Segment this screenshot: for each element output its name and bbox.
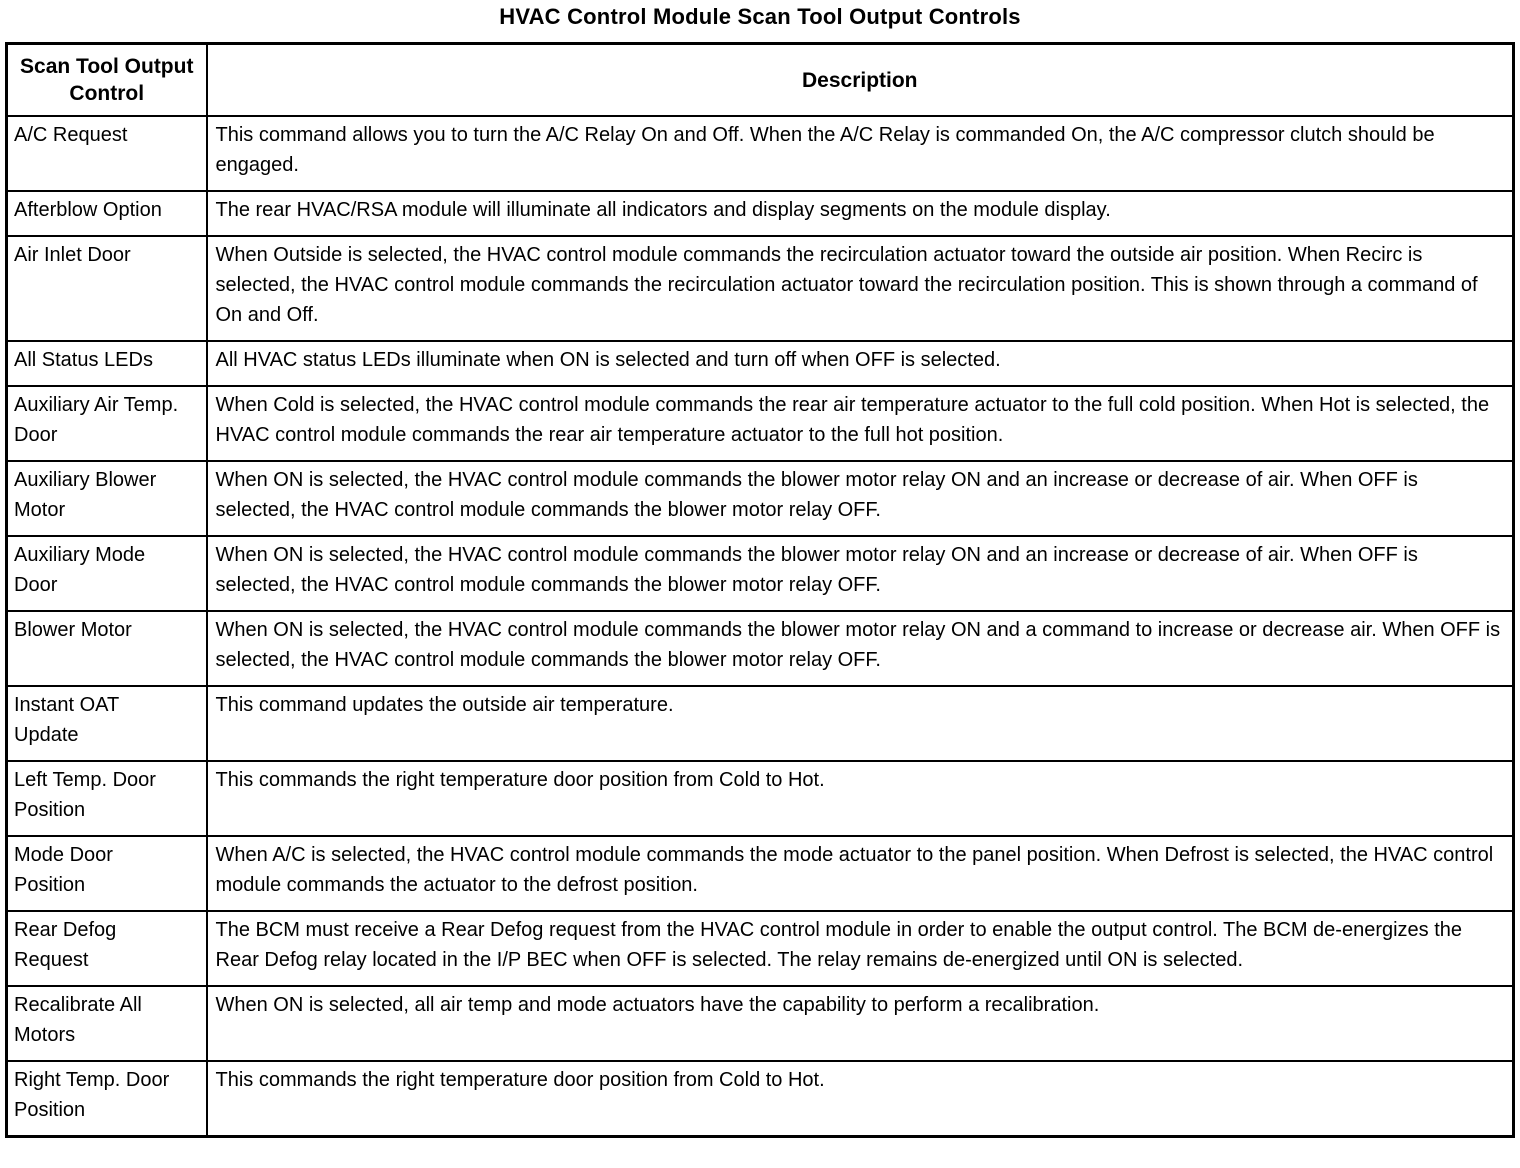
control-cell: Instant OAT Update — [7, 686, 207, 761]
control-cell: Right Temp. Door Position — [7, 1061, 207, 1137]
table-row — [7, 341, 1514, 386]
page-title: HVAC Control Module Scan Tool Output Controls — [499, 4, 1021, 29]
table-row — [7, 236, 1514, 341]
description-cell: This command allows you to turn the A/C Relay On and Off. When the A/C Relay is commanded On, the A/C compressor clutch should be engaged. — [207, 116, 1514, 191]
control-cell: Auxiliary Blower Motor — [7, 461, 207, 536]
table-row — [7, 836, 1514, 911]
control-cell: Mode Door Position — [7, 836, 207, 911]
description-cell: All HVAC status LEDs illuminate when ON is selected and turn off when OFF is selected. — [207, 341, 1514, 386]
header-row — [7, 44, 1514, 117]
table-row — [7, 911, 1514, 986]
description-cell: This command updates the outside air temperature. — [207, 686, 1514, 761]
control-cell: Recalibrate All Motors — [7, 986, 207, 1061]
description-cell: When ON is selected, the HVAC control module commands the blower motor relay ON and an increase or decrease of air. When OFF is selected, the HVAC control module commands the blower motor relay OFF. — [207, 461, 1514, 536]
description-cell: This commands the right temperature door position from Cold to Hot. — [207, 761, 1514, 836]
control-cell: Afterblow Option — [7, 191, 207, 236]
control-cell: Auxiliary Mode Door — [7, 536, 207, 611]
description-cell: When Cold is selected, the HVAC control module commands the rear air temperature actuator to the full cold position. When Hot is selected, the HVAC control module commands the rear air temperature actuator to the full hot position. — [207, 386, 1514, 461]
description-cell: The BCM must receive a Rear Defog request from the HVAC control module in order to enable the output control. The BCM de-energizes the Rear Defog relay located in the I/P BEC when OFF is selected. The relay remains de-energized until ON is selected. — [207, 911, 1514, 986]
table-row — [7, 461, 1514, 536]
control-cell: All Status LEDs — [7, 341, 207, 386]
table-row — [7, 536, 1514, 611]
table-row — [7, 761, 1514, 836]
control-cell: Blower Motor — [7, 611, 207, 686]
control-cell: A/C Request — [7, 116, 207, 191]
description-cell: When ON is selected, the HVAC control module commands the blower motor relay ON and a command to increase or decrease air. When OFF is selected, the HVAC control module commands the blower motor relay OFF. — [207, 611, 1514, 686]
control-cell: Left Temp. Door Position — [7, 761, 207, 836]
output-controls-table — [5, 42, 1515, 1138]
description-cell: When A/C is selected, the HVAC control module commands the mode actuator to the panel position. When Defrost is selected, the HVAC control module commands the actuator to the defrost position. — [207, 836, 1514, 911]
description-cell: When ON is selected, all air temp and mode actuators have the capability to perform a recalibration. — [207, 986, 1514, 1061]
table-body — [7, 116, 1514, 1137]
control-cell: Rear Defog Request — [7, 911, 207, 986]
table-row — [7, 611, 1514, 686]
table-row — [7, 686, 1514, 761]
table-row — [7, 986, 1514, 1061]
description-cell: When ON is selected, the HVAC control module commands the blower motor relay ON and an increase or decrease of air. When OFF is selected, the HVAC control module commands the blower motor relay OFF. — [207, 536, 1514, 611]
control-cell: Auxiliary Air Temp. Door — [7, 386, 207, 461]
table-row — [7, 386, 1514, 461]
table-row — [7, 116, 1514, 191]
table-row — [7, 1061, 1514, 1137]
table-row — [7, 191, 1514, 236]
col-header-scan-tool-output-control: Scan Tool Output Control — [7, 44, 207, 117]
description-cell: This commands the right temperature door position from Cold to Hot. — [207, 1061, 1514, 1137]
description-cell: The rear HVAC/RSA module will illuminate all indicators and display segments on the module display. — [207, 191, 1514, 236]
col-header-description: Description — [207, 44, 1514, 117]
description-cell: When Outside is selected, the HVAC control module commands the recirculation actuator toward the outside air position. When Recirc is selected, the HVAC control module commands the recirculation actuator toward the recirculation position. This is shown through a command of On and Off. — [207, 236, 1514, 341]
control-cell: Air Inlet Door — [7, 236, 207, 341]
